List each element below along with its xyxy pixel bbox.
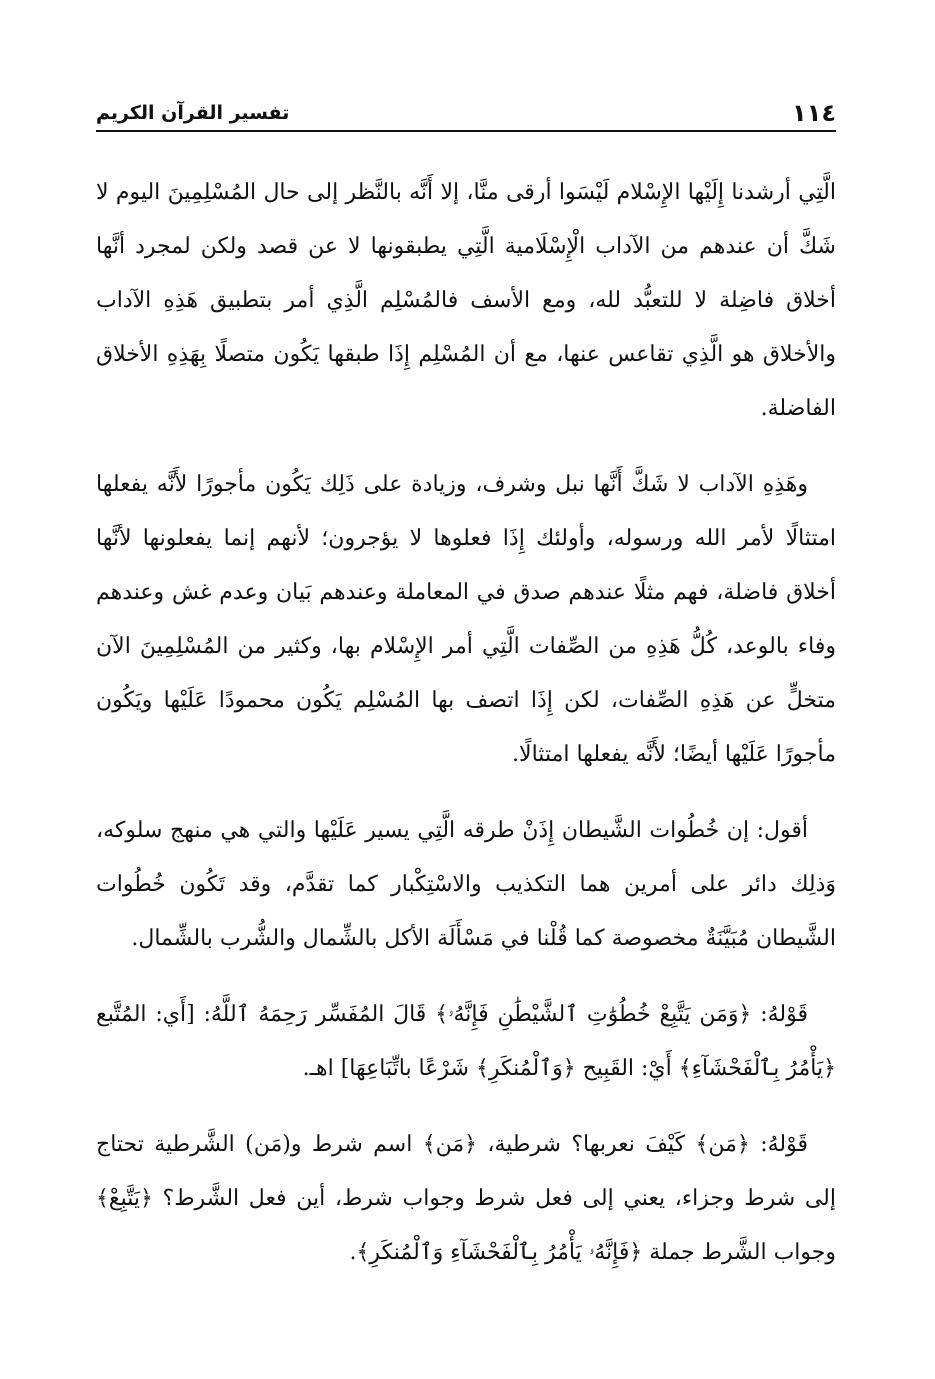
running-header	[96, 92, 836, 128]
paragraph-1: الَّتِي أرشدنا إِلَيْها الإِسْلام لَيْسَوا أرقى منَّا، إلا أَنَّه بالنَّظر إلى حال المُسْلِمِينَ اليوم لا شَكَّ أن عندهم من الآداب الْإِسْلَامية الَّتِي يطبقونها لا عن قصد ولكن لمجرد أنَّها أخلاق فاضِلة لا للتعبُّد لله، ومع الأسف فالمُسْلِم الَّذِي أمر بتطبيق هَذِهِ الآداب والأخلاق هو الَّذِي تقاعس عنها، مع أن المُسْلِم إِذَا طبقها يَكُون متصلًا بِهَذِهِ الأخلاق الفاضلة.	[96, 180, 836, 421]
paragraph-3: أقول: إن خُطُوات الشَّيطان إِذَنْ طرقه الَّتِي يسير عَلَيْها والتي هي منهج سلوكه، وَذلِك دائر على أمرين هما التكذيب والاسْتِكْبار كما تقدَّم، وقد تَكُون خُطُوات الشَّيطان مُبَيَّنَةٌ مخصوصة كما قُلْنا في مَسْأَلَة الأكل بالشِّمال والشُّرب بالشِّمال.	[96, 818, 836, 951]
paragraph-4: قَوْلهُ: ﴿وَمَن يَتَّبِعْ خُطُوَٰتِ ٱلشَّيْطَٰنِ فَإِنَّهُۥ﴾ قَالَ المُفَسِّر رَحِمَهُ ٱللَّهُ: [أَي: المُتَّبع ﴿يَأْمُرُ بِٱلْفَحْشَآءِ﴾ أَيْ: القَبِيح ﴿وَٱلْمُنكَرِ﴾ شَرْعًا باتِّبَاعِهَا] اهـ.	[96, 1002, 836, 1081]
header-divider	[96, 130, 836, 132]
paragraph-5: قَوْلهُ: ﴿مَن﴾ كَيْفَ نعربها؟ شرطية، ﴿مَن﴾ اسم شرط و(مَن) الشَّرطية تحتاج إلى شرط وجزاء، يعني إلى فعل شرط وجواب شرط، أين فعل الشَّرط؟ ﴿يَتَّبِعْ﴾ وجواب الشَّرط جملة ﴿فَإِنَّهُۥ يَأْمُرُ بِٱلْفَحْشَآءِ وَٱلْمُنكَرِ﴾.	[96, 1132, 836, 1265]
paragraph-2: وهَذِهِ الآداب لا شَكَّ أَنَّها نبل وشرف، وزيادة على ذَلِك يَكُون مأجورًا لأَنَّه يفعلها امتثالًا لأمر الله ورسوله، وأولئك إِذَا فعلوها لا يؤجرون؛ لأنهم إنما يفعلونها لأنَّها أخلاق فاضلة، فهم مثلًا عندهم صدق في المعاملة وعندهم بَيان وعدم غش وعندهم وفاء بالوعد، كُلُّ هَذِهِ من الصِّفات الَّتِي أمر الإِسْلام بها، وكثير من المُسْلِمِينَ الآن متخلٍّ عن هَذِهِ الصِّفات، لكن إِذَا اتصف بها المُسْلِم يَكُون محمودًا عَلَيْها ويَكُون مأجورًا عَلَيْها أيضًا؛ لأَنَّه يفعلها امتثالًا.	[96, 472, 836, 767]
book-title: تفسير القرآن الكريم	[96, 102, 290, 124]
page-number: ١١٤	[792, 99, 836, 127]
text-body	[96, 166, 836, 1302]
